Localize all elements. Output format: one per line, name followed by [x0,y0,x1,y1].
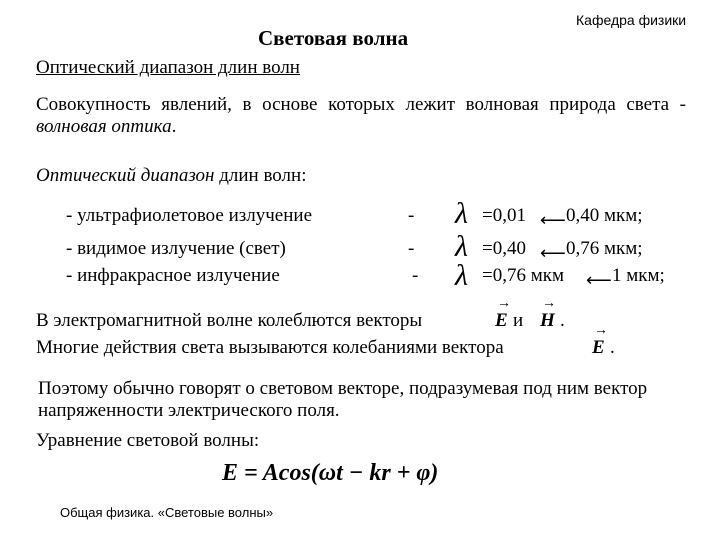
slide-title: Световая волна [258,26,409,50]
footer-label: Общая физика. «Световые волны» [60,505,274,520]
vector-e: → E [495,296,511,331]
range-label-visible: - видимое излучение (свет) [66,238,286,259]
lambda-symbol: λ [455,259,468,292]
range-label-ir: - инфракрасное излучение [66,265,280,286]
definition-paragraph [36,94,686,138]
vector-arrow-icon: → [497,296,511,311]
wave-equation [222,460,438,487]
vector-h: → H [540,296,556,331]
arrow-icon: ⟵ [540,210,566,230]
definition-end: . [171,116,177,137]
department-label: Кафедра физики [576,12,687,28]
vector-e-action: → E [592,323,608,358]
action-end: . [610,337,615,358]
arrow-icon: ⟵ [540,243,566,263]
range-dash-uv: - [408,205,415,226]
range-label-uv: - ультрафиолетовое излучение [66,205,312,226]
definition-text: Совокупность явлений, в основе которых лежит волновая природа света - [36,94,686,115]
range-from-ir: =0,76 мкм [482,265,564,286]
definition-term: волновая оптика [36,116,172,137]
lambda-symbol: λ [455,197,468,230]
light-vector-paragraph: Поэтому обычно говорят о световом векторе, подразумевая под ним вектор напряженности электрического поля. [38,378,648,421]
range-intro-italic: Оптический диапазон [36,165,215,186]
equation-label: Уравнение световой волны: [36,430,260,451]
action-text: Многие действия света вызываются колебаниями вектора [36,337,504,358]
range-from-uv: =0,01 [482,205,526,226]
range-from-visible: =0,40 [482,238,526,259]
equation-text: E = Acos(ωt − kr + φ) [222,460,439,486]
vector-arrow-icon: → [542,296,556,311]
lambda-symbol: λ [455,230,468,263]
range-dash-ir: - [412,265,419,286]
range-dash-visible: - [408,238,415,259]
range-intro-rest: длин волн: [214,165,307,186]
range-to-uv: 0,40 мкм; [566,205,643,226]
section-subtitle: Оптический диапазон длин волн [36,57,300,78]
range-to-ir: 1 мкм; [612,265,665,286]
range-intro [36,165,306,187]
range-to-visible: 0,76 мкм; [566,238,643,259]
vectors-end: . [560,310,565,331]
arrow-icon: ⟵ [586,270,612,290]
vectors-and: и [513,310,524,331]
vectors-text: В электромагнитной волне колеблются векторы [36,310,423,331]
vector-arrow-icon: → [594,323,608,338]
